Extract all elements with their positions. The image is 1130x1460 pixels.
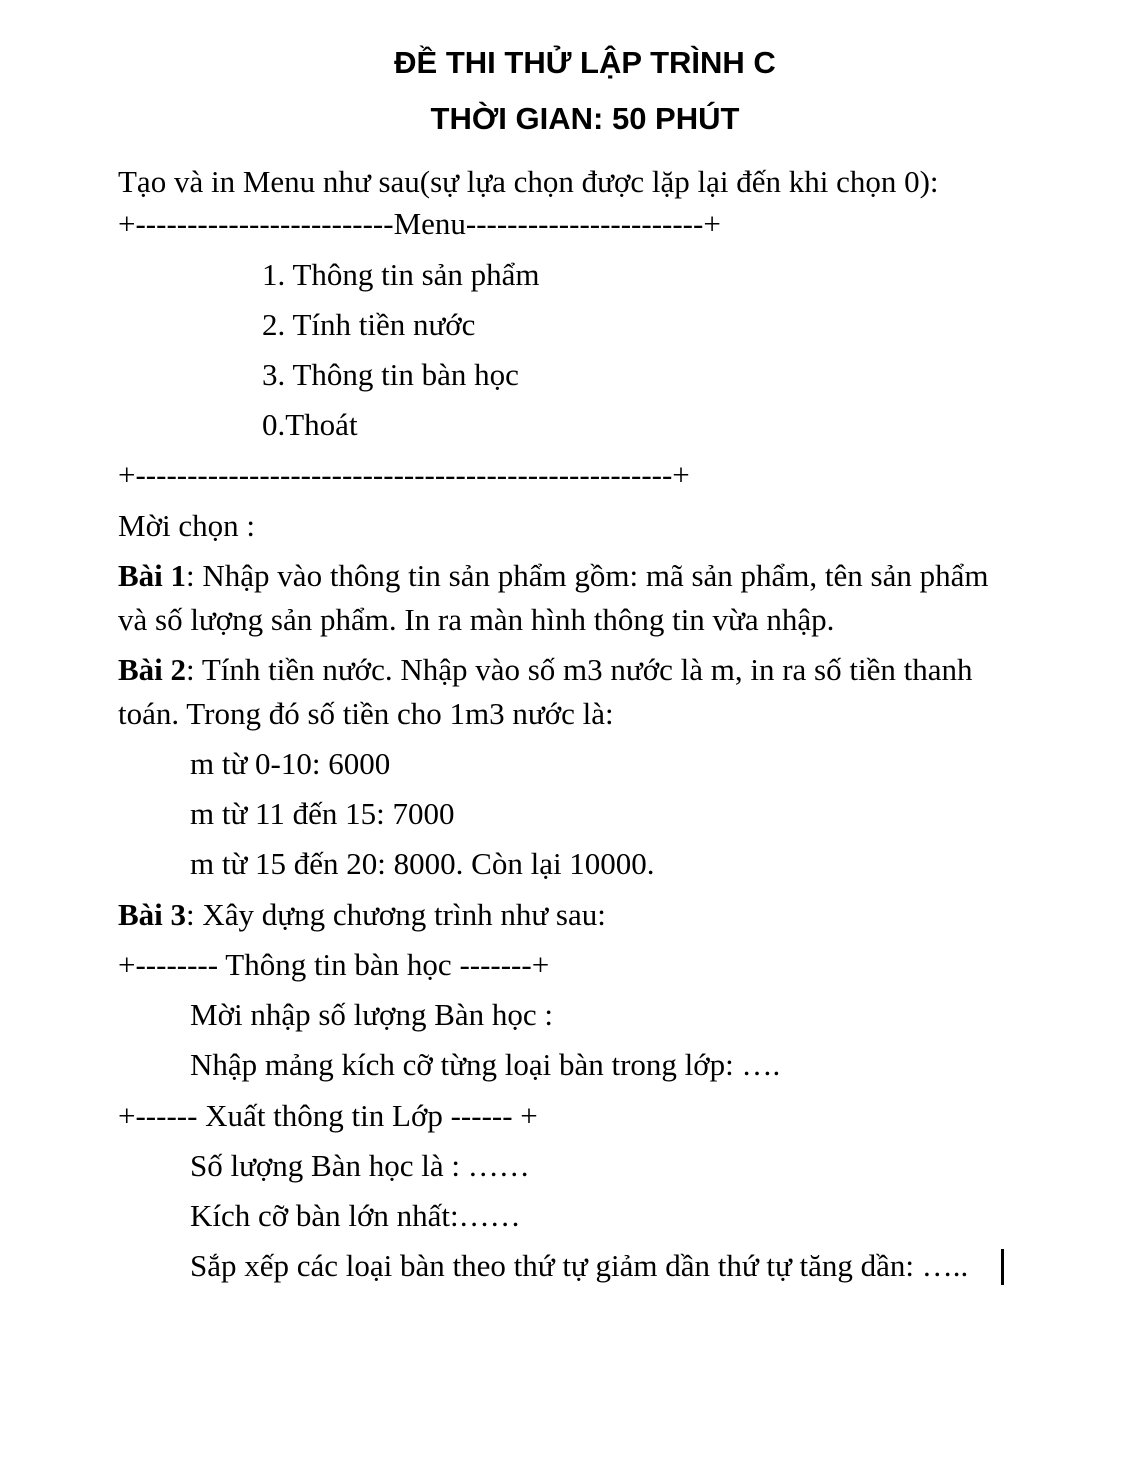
menu-item: 3. Thông tin bàn học: [262, 357, 519, 392]
menu-prompt: Mời chọn :: [118, 508, 255, 543]
bai1-text: : Nhập vào thông tin sản phẩm gồm: mã sản phẩm, tên sản phẩm: [186, 558, 989, 593]
bai2-rate: m từ 11 đến 15: 7000: [190, 796, 455, 831]
bai3-output-header: +------ Xuất thông tin Lớp ------ +: [118, 1098, 538, 1133]
bai2-rate: m từ 0-10: 6000: [190, 746, 391, 781]
menu-bottom-border: +----------------------------------------------------+: [118, 457, 690, 492]
bai3-output-line: Sắp xếp các loại bàn theo thứ tự giảm dần thứ tự tăng dần: …..: [190, 1248, 969, 1283]
bai3-input-header: +-------- Thông tin bàn học -------+: [118, 947, 550, 982]
bai2-text: : Tính tiền nước. Nhập vào số m3 nước là m, in ra số tiền thanh: [186, 652, 973, 687]
bai2-line1: [118, 650, 972, 690]
menu-top-border: +-------------------------Menu-----------------------+: [118, 206, 721, 241]
bai2-rate: m từ 15 đến 20: 8000. Còn lại 10000.: [190, 846, 655, 881]
bai3-line1: [118, 895, 606, 935]
bai3-input-line: Nhập mảng kích cỡ từng loại bàn trong lớp: ….: [190, 1047, 781, 1082]
bai2-label: Bài 2: [118, 652, 187, 687]
bai3-input-line: Mời nhập số lượng Bàn học :: [190, 997, 554, 1032]
bai3-output-line: Kích cỡ bàn lớn nhất:……: [190, 1198, 521, 1233]
menu-intro: Tạo và in Menu như sau(sự lựa chọn được lặp lại đến khi chọn 0):: [118, 164, 939, 199]
bai3-output-line: Số lượng Bàn học là : ……: [190, 1148, 530, 1183]
bai3-text: : Xây dựng chương trình như sau:: [186, 897, 606, 932]
bai2-line2: toán. Trong đó số tiền cho 1m3 nước là:: [118, 696, 614, 731]
bai3-label: Bài 3: [118, 897, 187, 932]
bai1-label: Bài 1: [118, 558, 187, 593]
menu-item: 1. Thông tin sản phẩm: [262, 257, 540, 292]
text-cursor: [1001, 1249, 1004, 1285]
menu-item: 2. Tính tiền nước: [262, 307, 476, 342]
menu-item: 0.Thoát: [262, 407, 358, 442]
exam-title: ĐỀ THI THỬ LẬP TRÌNH C: [394, 45, 776, 80]
bai1-line2: và số lượng sản phẩm. In ra màn hình thông tin vừa nhập.: [118, 602, 835, 637]
bai1-line1: [118, 556, 988, 596]
exam-time: THỜI GIAN: 50 PHÚT: [430, 101, 740, 136]
